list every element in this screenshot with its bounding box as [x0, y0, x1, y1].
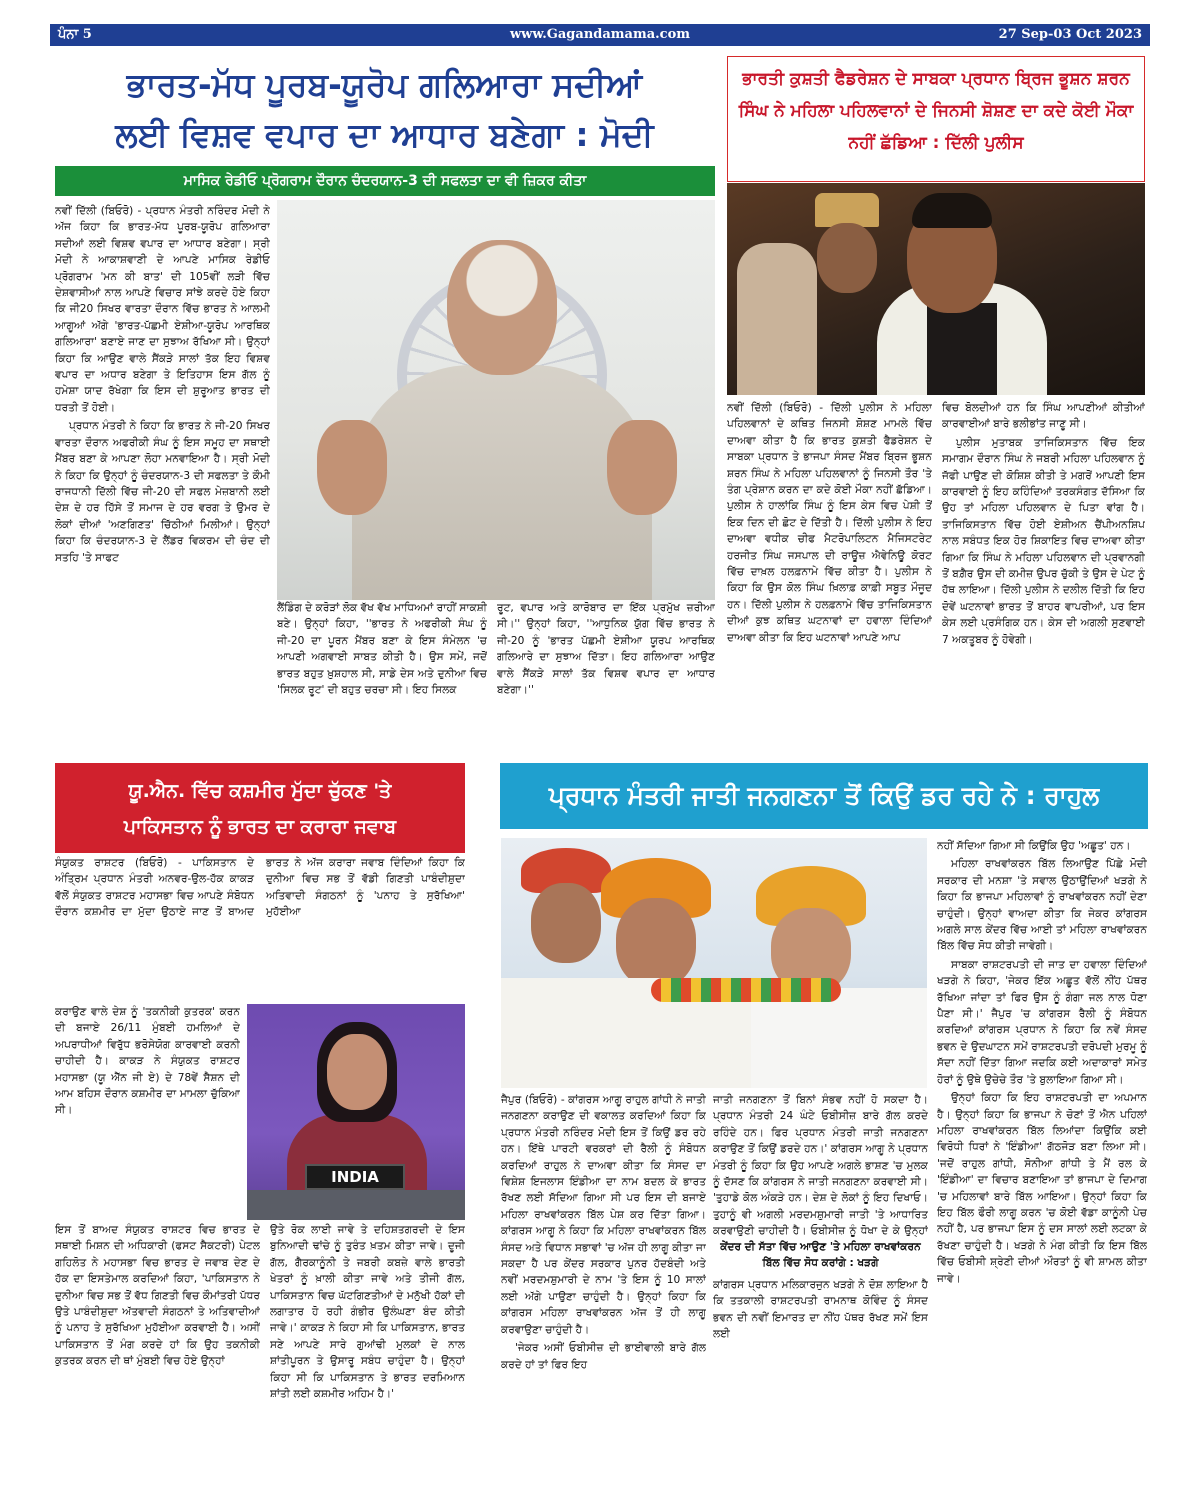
modi-headline — [52, 60, 717, 160]
black-coat — [927, 303, 997, 395]
figure-face — [327, 1034, 387, 1110]
issue-date: 27 Sep-03 Oct 2023 — [998, 27, 1142, 42]
brij-headline: ਭਾਰਤੀ ਕੁਸ਼ਤੀ ਫੈਡਰੇਸ਼ਨ ਦੇ ਸਾਬਕਾ ਪ੍ਰਧਾਨ ਬ੍ਰਿਜ ਭੂਸ਼ਨ ਸ਼ਰਨ ਸਿੰਘ ਨੇ ਮਹਿਲਾ ਪਹਿਲਵਾਨਾਂ ਦੇ ਜਿਨਸੀ ਸ਼ੋਸ਼ਣ ਦਾ ਕਦੇ ਕੋਈ ਮੌਕਾ ਨਹੀਂ ਛੱਡਿਆ : ਦਿੱਲੀ ਪੁਲੀਸ — [727, 56, 1145, 182]
india-nameplate: INDIA — [305, 1164, 405, 1190]
rahul-paragraph: ਜਾਤੀ ਜਨਗਣਨਾ ਤੋਂ ਬਿਨਾਂ ਸੰਭਵ ਨਹੀਂ ਹੋ ਸਕਦਾ ਹੈ। ਪ੍ਰਧਾਨ ਮੰਤਰੀ 24 ਘੰਟੇ ਓਬੀਸੀਜ਼ ਬਾਰੇ ਗੱਲ ਕਰਦੇ ਰਹਿੰਦੇ ਹਨ। ਫਿਰ ਪ੍ਰਧਾਨ ਮੰਤਰੀ ਜਾਤੀ ਜਨਗਣਨਾ ਕਰਾਉਣ ਤੋਂ ਕਿਉਂ ਡਰਦੇ ਹਨ।' ਕਾਂਗਰਸ ਆਗੂ ਨੇ ਪ੍ਰਧਾਨ ਮੰਤਰੀ ਨੂੰ ਕਿਹਾ ਕਿ ਉਹ ਆਪਣੇ ਅਗਲੇ ਭਾਸ਼ਣ 'ਚ ਮੁਲਕ ਨੂੰ ਦੱਸਣ ਕਿ ਕਾਂਗਰਸ ਨੇ ਜਾਤੀ ਜਨਗਣਨਾ ਕਰਵਾਈ ਸੀ। 'ਤੁਹਾਡੇ ਕੋਲ ਅੰਕੜੇ ਹਨ। ਦੇਸ਼ ਦੇ ਲੋਕਾਂ ਨੂੰ ਇਹ ਦਿਖਾਓ। ਤੁਹਾਨੂੰ ਵੀ ਅਗਲੀ ਮਰਦਮਸ਼ੁਮਾਰੀ ਜਾਤੀ 'ਤੇ ਆਧਾਰਿਤ ਕਰਵਾਉਣੀ ਚਾਹੀਦੀ ਹੈ। ਓਬੀਸੀਜ਼ ਨੂੰ ਧੋਖਾ ਦੇ ਕੇ ਉਨ੍ਹਾਂ — [713, 1094, 928, 1237]
modi-column-3 — [497, 600, 715, 758]
modi-subheadline: ਮਾਸਿਕ ਰੇਡੀਓ ਪ੍ਰੋਗਰਾਮ ਦੌਰਾਨ ਚੰਦਰਯਾਨ-3 ਦੀ ਸਫਲਤਾ ਦਾ ਵੀ ਜ਼ਿਕਰ ਕੀਤਾ — [55, 166, 715, 196]
brij-column-2 — [942, 400, 1145, 758]
modi-paragraph: ਰੂਟ, ਵਪਾਰ ਅਤੇ ਕਾਰੋਬਾਰ ਦਾ ਇੱਕ ਪ੍ਰਮੁੱਖ ਜ਼ਰੀਆ ਸੀ।'' ਉਨ੍ਹਾਂ ਕਿਹਾ, ''ਆਧੁਨਿਕ ਯੁੱਗ ਵਿੱਚ ਭਾਰਤ ਨੇ ਜੀ-20 ਨੂੰ 'ਭਾਰਤ ਪੱਛਮੀ ਏਸ਼ੀਆ ਯੂਰਪ ਆਰਥਿਕ ਗਲਿਆਰੇ ਦਾ ਸੁਝਾਅ ਦਿੱਤਾ। ਇਹ ਗਲਿਆਰਾ ਆਉਣ ਵਾਲੇ ਸੈਂਕੜੇ ਸਾਲਾਂ ਤੱਕ ਵਿਸ਼ਵ ਵਪਾਰ ਦਾ ਆਧਾਰ ਬਣੇਗਾ।'' — [497, 602, 715, 697]
kashmir-headline-line1: ਯੂ.ਐਨ. ਵਿੱਚ ਕਸ਼ਮੀਰ ਮੁੱਦਾ ਚੁੱਕਣ 'ਤੇ — [128, 780, 392, 802]
un-speaker-photo — [247, 1004, 465, 1220]
rahul-paragraph: ਮਹਿਲਾ ਰਾਖਵਾਂਕਰਨ ਬਿੱਲ ਲਿਆਉਣ ਪਿੱਛੇ ਮੋਦੀ ਸਰਕਾਰ ਦੀ ਮਨਸ਼ਾ 'ਤੇ ਸਵਾਲ ਉਠਾਉਂਦਿਆਂ ਖੜਗੇ ਨੇ ਕਿਹਾ ਕਿ ਭਾਜਪਾ ਮਹਿਲਾਵਾਂ ਨੂੰ ਰਾਖਵਾਂਕਰਨ ਨਹੀਂ ਦੇਣਾ ਚਾਹੁੰਦੀ। ਉਨ੍ਹਾਂ ਵਾਅਦਾ ਕੀਤਾ ਕਿ ਜੇਕਰ ਕਾਂਗਰਸ ਅਗਲੇ ਸਾਲ ਕੇਂਦਰ ਵਿੱਚ ਆਈ ਤਾਂ ਮਹਿਲਾ ਰਾਖਵਾਂਕਰਨ ਬਿੱਲ ਵਿੱਚ ਸੋਧ ਕੀਤੀ ਜਾਵੇਗੀ। — [937, 858, 1147, 953]
kashmir-column-1-top — [55, 855, 465, 1003]
brij-paragraph: ਵਿਚ ਬੋਲਦੀਆਂ ਹਨ ਕਿ ਸਿੰਘ ਆਪਣੀਆਂ ਕੀਤੀਆਂ ਕਾਰਵਾਈਆਂ ਬਾਰੇ ਭਲੀਭਾਂਤ ਜਾਣੂ ਸੀ। — [942, 402, 1145, 431]
modi-headline-line1: ਭਾਰਤ-ਮੱਧ ਪੂਰਬ-ਯੂਰੋਪ ਗਲਿਆਰਾ ਸਦੀਆਂ — [126, 65, 643, 104]
rahul-paragraph: ਸਾਬਕਾ ਰਾਸ਼ਟਰਪਤੀ ਦੀ ਜਾਤ ਦਾ ਹਵਾਲਾ ਦਿੰਦਿਆਂ ਖੜਗੇ ਨੇ ਕਿਹਾ, 'ਜੇਕਰ ਇੱਕ ਅਛੂਤ ਵੱਲੋਂ ਨੀਂਹ ਪੱਥਰ ਰੱਖਿਆ ਜਾਂਦਾ ਤਾਂ ਫਿਰ ਉਸ ਨੂੰ ਗੰਗਾ ਜਲ ਨਾਲ ਧੋਣਾ ਪੈਣਾ ਸੀ।' ਜੈਪੁਰ 'ਚ ਕਾਂਗਰਸ ਰੈਲੀ ਨੂੰ ਸੰਬੋਧਨ ਕਰਦਿਆਂ ਕਾਂਗਰਸ ਪ੍ਰਧਾਨ ਨੇ ਕਿਹਾ ਕਿ ਨਵੇਂ ਸੰਸਦ ਭਵਨ ਦੇ ਉਦਘਾਟਨ ਸਮੇਂ ਰਾਸ਼ਟਰਪਤੀ ਦਰੋਪਦੀ ਮੁਰਮੂ ਨੂੰ ਸੱਦਾ ਨਹੀਂ ਦਿੱਤਾ ਗਿਆ ਜਦਕਿ ਕਈ ਅਦਾਕਾਰਾਂ ਸਮੇਤ ਹੋਰਾਂ ਨੂੰ ਉਥੇ ਉਚੇਚੇ ਤੌਰ 'ਤੇ ਬੁਲਾਇਆ ਗਿਆ ਸੀ। — [937, 958, 1147, 1086]
rahul-rally-photo — [501, 838, 927, 1088]
rahul-paragraph: ਕਾਂਗਰਸ ਪ੍ਰਧਾਨ ਮਲਿਕਾਰਜੁਨ ਖੜਗੇ ਨੇ ਦੋਸ਼ ਲਾਇਆ ਹੈ ਕਿ ਤਤਕਾਲੀ ਰਾਸ਼ਟਰਪਤੀ ਰਾਮਨਾਥ ਕੋਵਿੰਦ ਨੂੰ ਸੰਸਦ ਭਵਨ ਦੀ ਨਵੀਂ ਇਮਾਰਤ ਦਾ ਨੀਂਹ ਪੱਥਰ ਰੱਖਣ ਸਮੇਂ ਇਸ ਲਈ — [713, 1279, 928, 1341]
page-header-bar — [50, 24, 1150, 46]
rahul-headline: ਪ੍ਰਧਾਨ ਮੰਤਰੀ ਜਾਤੀ ਜਨਗਣਨਾ ਤੋਂ ਕਿਉਂ ਡਰ ਰਹੇ ਨੇ : ਰਾਹੁਲ — [500, 763, 1148, 829]
garland — [651, 978, 841, 1002]
figure-head — [447, 240, 557, 375]
modi-paragraph: ਲੈਂਡਿੰਗ ਦੇ ਕਰੋੜਾਂ ਲੋਕ ਵੱਖ ਵੱਖ ਮਾਧਿਅਮਾਂ ਰਾਹੀਂ ਸਾਕਸ਼ੀ ਬਣੇ। ਉਨ੍ਹਾਂ ਕਿਹਾ, ''ਭਾਰਤ ਨੇ ਅਫਰੀਕੀ ਸੰਘ ਨੂੰ ਜੀ-20 ਦਾ ਪੂਰਨ ਮੈਂਬਰ ਬਣਾ ਕੇ ਇਸ ਸੰਮੇਲਨ 'ਚ ਆਪਣੀ ਅਗਵਾਈ ਸਾਬਤ ਕੀਤੀ ਹੈ। ਉਸ ਸਮੇਂ, ਜਦੋਂ ਭਾਰਤ ਬਹੁਤ ਖ਼ੁਸ਼ਹਾਲ ਸੀ, ਸਾਡੇ ਦੇਸ ਅਤੇ ਦੁਨੀਆ ਵਿਚ 'ਸਿਲਕ ਰੂਟ' ਦੀ ਬਹੁਤ ਚਰਚਾ ਸੀ। ਇਹ ਸਿਲਕ — [277, 602, 487, 697]
rahul-column-1 — [501, 1092, 706, 1487]
modi-headline-line2: ਲਈ ਵਿਸ਼ਵ ਵਪਾਰ ਦਾ ਆਧਾਰ ਬਣੇਗਾ : ਮੋਦੀ — [115, 115, 654, 154]
rahul-paragraph: 'ਜੇਕਰ ਅਸੀਂ ਓਬੀਸੀਜ਼ ਦੀ ਭਾਈਵਾਲੀ ਬਾਰੇ ਗੱਲ ਕਰਦੇ ਹਾਂ ਤਾਂ ਫਿਰ ਇਹ — [501, 1342, 706, 1371]
rahul-paragraph: ਉਨ੍ਹਾਂ ਕਿਹਾ ਕਿ ਇਹ ਰਾਸ਼ਟਰਪਤੀ ਦਾ ਅਪਮਾਨ ਹੈ। ਉਨ੍ਹਾਂ ਕਿਹਾ ਕਿ ਭਾਜਪਾ ਨੇ ਚੋਣਾਂ ਤੋਂ ਐਨ ਪਹਿਲਾਂ ਮਹਿਲਾ ਰਾਖਵਾਂਕਰਨ ਬਿੱਲ ਲਿਆਂਦਾ ਕਿਉਂਕਿ ਕਈ ਵਿਰੋਧੀ ਧਿਰਾਂ ਨੇ 'ਇੰਡੀਆ' ਗੱਠਜੋੜ ਬਣਾ ਲਿਆ ਸੀ। 'ਜਦੋਂ ਰਾਹੁਲ ਗਾਂਧੀ, ਸੋਨੀਆ ਗਾਂਧੀ ਤੇ ਮੈਂ ਰਲ ਕੇ 'ਇੰਡੀਆ' ਦਾ ਵਿਚਾਰ ਬਣਾਇਆ ਤਾਂ ਭਾਜਪਾ ਦੇ ਦਿਮਾਗ 'ਚ ਮਹਿਲਾਵਾਂ ਬਾਰੇ ਬਿੱਲ ਆਇਆ। ਉਨ੍ਹਾਂ ਕਿਹਾ ਕਿ ਇਹ ਬਿੱਲ ਫੌਰੀ ਲਾਗੂ ਕਰਨ 'ਚ ਕੋਈ ਵੱਡਾ ਕਾਨੂੰਨੀ ਪੇਚ ਨਹੀਂ ਹੈ, ਪਰ ਭਾਜਪਾ ਇਸ ਨੂੰ ਦਸ ਸਾਲਾਂ ਲਈ ਲਟਕਾ ਕੇ ਰੱਖਣਾ ਚਾਹੁੰਦੀ ਹੈ। ਖੜਗੇ ਨੇ ਮੰਗ ਕੀਤੀ ਕਿ ਇਸ ਬਿੱਲ ਵਿੱਚ ਓਬੀਸੀ ਸ਼੍ਰੇਣੀ ਦੀਆਂ ਔਰਤਾਂ ਨੂੰ ਵੀ ਸ਼ਾਮਲ ਕੀਤਾ ਜਾਵੇ। — [937, 1092, 1147, 1285]
un-desk — [247, 1190, 465, 1220]
figure-left — [737, 243, 817, 395]
rahul-column-2-top — [713, 1092, 928, 1237]
rahul-column-2-bottom — [713, 1277, 928, 1487]
kashmir-column-2-bottom — [270, 1222, 465, 1487]
modi-photo — [277, 200, 715, 600]
figure-face — [616, 898, 696, 988]
modi-paragraph: ਪ੍ਰਧਾਨ ਮੰਤਰੀ ਨੇ ਕਿਹਾ ਕਿ ਭਾਰਤ ਨੇ ਜੀ-20 ਸਿਖਰ ਵਾਰਤਾ ਦੌਰਾਨ ਅਫਰੀਕੀ ਸੰਘ ਨੂੰ ਇਸ ਸਮੂਹ ਦਾ ਸਥਾਈ ਮੈਂਬਰ ਬਣਾ ਕੇ ਆਪਣਾ ਲੋਹਾ ਮਨਵਾਇਆ ਹੈ। ਸ੍ਰੀ ਮੋਦੀ ਨੇ ਕਿਹਾ ਕਿ ਉਨ੍ਹਾਂ ਨੂੰ ਚੰਦਰਯਾਨ-3 ਦੀ ਸਫਲਤਾ ਤੇ ਕੌਮੀ ਰਾਜਧਾਨੀ ਦਿੱਲੀ ਵਿੱਚ ਜੀ-20 ਦੀ ਸਫਲ ਮੇਜ਼ਬਾਨੀ ਲਈ ਦੇਸ਼ ਦੇ ਹਰ ਹਿੱਸੇ ਤੋਂ ਸਮਾਜ ਦੇ ਹਰ ਵਰਗ ਤੇ ਉਮਰ ਦੇ ਲੋਕਾਂ ਦੀਆਂ 'ਅਣਗਿਣਤ' ਚਿੱਠੀਆਂ ਮਿਲੀਆਂ। ਉਨ੍ਹਾਂ ਕਿਹਾ ਕਿ ਚੰਦਰਯਾਨ-3 ਦੇ ਲੈਂਡਰ ਵਿਕਰਮ ਦੀ ਚੰਦ ਦੀ ਸਤਹਿ 'ਤੇ ਸਾਫਟ — [55, 420, 270, 564]
police-cap — [815, 193, 879, 227]
brij-paragraph: ਨਵੀਂ ਦਿੱਲੀ (ਬਿਓਰੋ) - ਦਿੱਲੀ ਪੁਲੀਸ ਨੇ ਮਹਿਲਾ ਪਹਿਲਵਾਨਾਂ ਦੇ ਕਥਿਤ ਜਿਨਸੀ ਸ਼ੋਸ਼ਣ ਮਾਮਲੇ ਵਿੱਚ ਦਾਅਵਾ ਕੀਤਾ ਹੈ ਕਿ ਭਾਰਤ ਕੁਸ਼ਤੀ ਫੈਡਰੇਸ਼ਨ ਦੇ ਸਾਬਕਾ ਪ੍ਰਧਾਨ ਤੇ ਭਾਜਪਾ ਸੰਸਦ ਮੈਂਬਰ ਬ੍ਰਿਜ ਭੂਸ਼ਨ ਸ਼ਰਨ ਸਿੰਘ ਨੇ ਮਹਿਲਾ ਪਹਿਲਵਾਨਾਂ ਨੂੰ ਜਿਨਸੀ ਤੌਰ 'ਤੇ ਤੰਗ ਪ੍ਰੇਸ਼ਾਨ ਕਰਨ ਦਾ ਕਦੇ ਕੋਈ ਮੌਕਾ ਨਹੀਂ ਛੱਡਿਆ। ਪੁਲੀਸ ਨੇ ਹਾਲਾਂਕਿ ਸਿੰਘ ਨੂੰ ਇਸ ਕੇਸ ਵਿਚ ਪੇਸ਼ੀ ਤੋਂ ਇਕ ਦਿਨ ਦੀ ਛੋਟ ਦੇ ਦਿੱਤੀ ਹੈ। ਦਿੱਲੀ ਪੁਲੀਸ ਨੇ ਇਹ ਦਾਅਵਾ ਵਧੀਕ ਚੀਫ ਮੈਟਰੋਪਾਲਿਟਨ ਮੈਜਿਸਟਰੇਟ ਹਰਜੀਤ ਸਿੰਘ ਜਸਪਾਲ ਦੀ ਰਾਊਜ਼ ਐਵੇਨਿਊ ਕੋਰਟ ਵਿੱਚ ਦਾਖ਼ਲ ਹਲਫ਼ਨਾਮੇ ਵਿੱਚ ਕੀਤਾ ਹੈ। ਪੁਲੀਸ ਨੇ ਕਿਹਾ ਕਿ ਉਸ ਕੋਲ ਸਿੰਘ ਖ਼ਿਲਾਫ਼ ਕਾਫ਼ੀ ਸਬੂਤ ਮੌਜੂਦ ਹਨ। ਦਿੱਲੀ ਪੁਲੀਸ ਨੇ ਹਲਫ਼ਨਾਮੇ ਵਿੱਚ ਤਾਜਿਕਿਸਤਾਨ ਦੀਆਂ ਕੁਝ ਕਥਿਤ ਘਟਨਾਵਾਂ ਦਾ ਹਵਾਲਾ ਦਿੰਦਿਆਂ ਦਾਅਵਾ ਕੀਤਾ ਕਿ ਇਹ ਘਟਨਾਵਾਂ ਆਪਣੇ ਆਪ — [727, 402, 932, 644]
kashmir-column-1-wrap — [55, 1004, 240, 1220]
figure-face — [531, 883, 601, 963]
kashmir-paragraph: ਇਸ ਤੋਂ ਬਾਅਦ ਸੰਯੁਕਤ ਰਾਸ਼ਟਰ ਵਿਚ ਭਾਰਤ ਦੇ ਸਥਾਈ ਮਿਸ਼ਨ ਦੀ ਅਧਿਕਾਰੀ (ਫਸਟ ਸੈਕਟਰੀ) ਪੇਟਲ ਗਹਿਲੋਤ ਨੇ ਮਹਾਸਭਾ ਵਿਚ ਭਾਰਤ ਦੇ ਜਵਾਬ ਦੇਣ ਦੇ ਹੱਕ ਦਾ ਇਸਤੇਮਾਲ ਕਰਦਿਆਂ ਕਿਹਾ, 'ਪਾਕਿਸਤਾਨ ਨੇ ਦੁਨੀਆ ਵਿਚ ਸਭ ਤੋਂ ਵੱਧ ਗਿਣਤੀ ਵਿਚ ਕੌਮਾਂਤਰੀ ਪੱਧਰ ਉਤੇ ਪਾਬੰਦੀਸ਼ੁਦਾ ਅੱਤਵਾਦੀ ਸੰਗਠਨਾਂ ਤੇ ਅਤਿਵਾਦੀਆਂ ਨੂੰ ਪਨਾਹ ਤੇ ਸੁਰੱਖਿਆ ਮੁਹੱਈਆ ਕਰਵਾਈ ਹੈ। ਅਸੀਂ ਪਾਕਿਸਤਾਨ ਤੋਂ ਮੰਗ ਕਰਦੇ ਹਾਂ ਕਿ ਉਹ ਤਕਨੀਕੀ ਕੁਤਰਕ ਕਰਨ ਦੀ ਥਾਂ ਮੁੰਬਈ ਵਿਚ ਹੋਏ ਉਨ੍ਹਾਂ — [55, 1224, 260, 1368]
kashmir-headline — [55, 763, 465, 853]
figure-hand-left — [317, 420, 387, 515]
figure-officer — [817, 223, 877, 293]
modi-column-1 — [55, 203, 270, 758]
kashmir-headline-line2: ਪਾਕਿਸਤਾਨ ਨੂੰ ਭਾਰਤ ਦਾ ਕਰਾਰਾ ਜਵਾਬ — [123, 816, 397, 838]
rahul-paragraph: ਜੈਪੁਰ (ਬਿਓਰੋ) - ਕਾਂਗਰਸ ਆਗੂ ਰਾਹੁਲ ਗਾਂਧੀ ਨੇ ਜਾਤੀ ਜਨਗਣਨਾ ਕਰਾਉਣ ਦੀ ਵਕਾਲਤ ਕਰਦਿਆਂ ਕਿਹਾ ਕਿ ਪ੍ਰਧਾਨ ਮੰਤਰੀ ਨਰਿੰਦਰ ਮੋਦੀ ਇਸ ਤੋਂ ਕਿਉਂ ਡਰ ਰਹੇ ਹਨ। ਇੱਥੇ ਪਾਰਟੀ ਵਰਕਰਾਂ ਦੀ ਰੈਲੀ ਨੂੰ ਸੰਬੋਧਨ ਕਰਦਿਆਂ ਰਾਹੁਲ ਨੇ ਦਾਅਵਾ ਕੀਤਾ ਕਿ ਸੰਸਦ ਦਾ ਵਿਸ਼ੇਸ਼ ਇਜਲਾਸ ਇੰਡੀਆ ਦਾ ਨਾਮ ਬਦਲ ਕੇ ਭਾਰਤ ਰੱਖਣ ਲਈ ਸੱਦਿਆ ਗਿਆ ਸੀ ਪਰ ਇਸ ਦੀ ਬਜਾਏ ਮਹਿਲਾ ਰਾਖਵਾਂਕਰਨ ਬਿੱਲ ਪੇਸ਼ ਕਰ ਦਿੱਤਾ ਗਿਆ। ਕਾਂਗਰਸ ਆਗੂ ਨੇ ਕਿਹਾ ਕਿ ਮਹਿਲਾ ਰਾਖਵਾਂਕਰਨ ਬਿੱਲ ਸੰਸਦ ਅਤੇ ਵਿਧਾਨ ਸਭਾਵਾਂ 'ਚ ਅੱਜ ਹੀ ਲਾਗੂ ਕੀਤਾ ਜਾ ਸਕਦਾ ਹੈ ਪਰ ਕੇਂਦਰ ਸਰਕਾਰ ਪੁਨਰ ਹੱਦਬੰਦੀ ਅਤੇ ਨਵੀਂ ਮਰਦਮਸ਼ੁਮਾਰੀ ਦੇ ਨਾਮ 'ਤੇ ਇਸ ਨੂੰ 10 ਸਾਲਾਂ ਲਈ ਅੱਗੇ ਪਾਉਣਾ ਚਾਹੁੰਦੀ ਹੈ। ਉਨ੍ਹਾਂ ਕਿਹਾ ਕਿ ਕਾਂਗਰਸ ਮਹਿਲਾ ਰਾਖਵਾਂਕਰਨ ਅੱਜ ਤੋਂ ਹੀ ਲਾਗੂ ਕਰਵਾਉਣਾ ਚਾਹੁੰਦੀ ਹੈ। — [501, 1094, 706, 1336]
kashmir-column-1-bottom — [55, 1222, 260, 1487]
brij-column-1 — [727, 400, 932, 758]
kashmir-paragraph: ਸੰਯੁਕਤ ਰਾਸ਼ਟਰ (ਬਿਓਰੋ) - ਪਾਕਿਸਤਾਨ ਦੇ ਅੰਤ੍ਰਿਮ ਪ੍ਰਧਾਨ ਮੰਤਰੀ ਅਨਵਰ-ਉਲ-ਹੱਕ ਕਾਕੜ ਵੱਲੋਂ ਸੰਯੁਕਤ ਰਾਸ਼ਟਰ ਮਹਾਸਭਾ ਵਿਚ ਆਪਣੇ ਸੰਬੋਧਨ ਦੌਰਾਨ ਕਸ਼ਮੀਰ ਦਾ ਮੁੱਦਾ ਉਠਾਏ ਜਾਣ ਤੋਂ ਬਾਅਦ ਭਾਰਤ ਨੇ ਅੱਜ ਕਰਾਰਾ ਜਵਾਬ ਦਿੰਦਿਆਂ ਕਿਹਾ ਕਿ ਦੁਨੀਆ ਵਿਚ ਸਭ ਤੋਂ ਵੱਡੀ ਗਿਣਤੀ ਪਾਬੰਦੀਸ਼ੁਦਾ ਅਤਿਵਾਦੀ ਸੰਗਠਨਾਂ ਨੂੰ 'ਪਨਾਹ ਤੇ ਸੁਰੱਖਿਆ' ਮੁਹੱਈਆ — [55, 857, 465, 919]
modi-column-2 — [277, 600, 487, 758]
website-url[interactable]: www.Gagandamama.com — [509, 27, 691, 42]
kharge-subheading: ਕੇਂਦਰ ਦੀ ਸੱਤਾ ਵਿੱਚ ਆਉਣ 'ਤੇ ਮਹਿਲਾ ਰਾਖਵਾਂਕਰਨ ਬਿੱਲ ਵਿੱਚ ਸੋਧ ਕਰਾਂਗੇ : ਖੜਗੇ — [720, 1241, 921, 1269]
brij-photo — [727, 183, 1145, 395]
rahul-paragraph: ਨਹੀਂ ਸੱਦਿਆ ਗਿਆ ਸੀ ਕਿਉਂਕਿ ਉਹ 'ਅਛੂਤ' ਹਨ। — [937, 840, 1131, 852]
page-number: ਪੰਨਾ 5 — [58, 27, 92, 42]
brij-paragraph: ਪੁਲੀਸ ਮੁਤਾਬਕ ਤਾਜਿਕਿਸਤਾਨ ਵਿੱਚ ਇਕ ਸਮਾਗਮ ਦੌਰਾਨ ਸਿੰਘ ਨੇ ਜਬਰੀ ਮਹਿਲਾ ਪਹਿਲਵਾਨ ਨੂੰ ਜੱਫੀ ਪਾਉਣ ਦੀ ਕੋਸ਼ਿਸ਼ ਕੀਤੀ ਤੇ ਮਗਰੋਂ ਆਪਣੀ ਇਸ ਕਾਰਵਾਈ ਨੂੰ ਇਹ ਕਹਿੰਦਿਆਂ ਤਰਕਸੰਗਤ ਦੱਸਿਆ ਕਿ ਉਹ ਤਾਂ ਮਹਿਲਾ ਪਹਿਲਵਾਨ ਦੇ ਪਿਤਾ ਵਾਂਗ ਹੈ। ਤਾਜਿਕਿਸਤਾਨ ਵਿੱਚ ਹੋਈ ਏਸ਼ੀਅਨ ਚੈਂਪੀਅਨਸ਼ਿਪ ਨਾਲ ਸਬੰਧਤ ਇਕ ਹੋਰ ਸ਼ਿਕਾਇਤ ਵਿਚ ਦਾਅਵਾ ਕੀਤਾ ਗਿਆ ਕਿ ਸਿੰਘ ਨੇ ਮਹਿਲਾ ਪਹਿਲਵਾਨ ਦੀ ਪ੍ਰਵਾਨਗੀ ਤੋਂ ਬਗ਼ੈਰ ਉਸ ਦੀ ਕਮੀਜ਼ ਉਪਰ ਚੁੱਕੀ ਤੇ ਉਸ ਦੇ ਪੇਟ ਨੂੰ ਹੱਥ ਲਾਇਆ। ਦਿੱਲੀ ਪੁਲੀਸ ਨੇ ਦਲੀਲ ਦਿੱਤੀ ਕਿ ਇਹ ਦੋਵੇਂ ਘਟਨਾਵਾਂ ਭਾਰਤ ਤੋਂ ਬਾਹਰ ਵਾਪਰੀਆਂ, ਪਰ ਇਸ ਕੇਸ ਲਈ ਪ੍ਰਸੰਗਿਕ ਹਨ। ਕੇਸ ਦੀ ਅਗਲੀ ਸੁਣਵਾਈ 7 ਅਕਤੂਬਰ ਨੂੰ ਹੋਵੇਗੀ। — [942, 436, 1145, 646]
modi-paragraph: ਨਵੀਂ ਦਿੱਲੀ (ਬਿਓਰੋ) - ਪ੍ਰਧਾਨ ਮੰਤਰੀ ਨਰਿੰਦਰ ਮੋਦੀ ਨੇ ਅੱਜ ਕਿਹਾ ਕਿ ਭਾਰਤ-ਮੱਧ ਪੂਰਬ-ਯੂਰੋਪ ਗਲਿਆਰਾ ਸਦੀਆਂ ਲਈ ਵਿਸ਼ਵ ਵਪਾਰ ਦਾ ਆਧਾਰ ਬਣੇਗਾ। ਸ੍ਰੀ ਮੋਦੀ ਨੇ ਆਕਾਸ਼ਵਾਣੀ ਦੇ ਆਪਣੇ ਮਾਸਿਕ ਰੇਡੀਓ ਪ੍ਰੋਗਰਾਮ 'ਮਨ ਕੀ ਬਾਤ' ਦੀ 105ਵੀਂ ਲੜੀ ਵਿੱਚ ਦੇਸ਼ਵਾਸੀਆਂ ਨਾਲ ਆਪਣੇ ਵਿਚਾਰ ਸਾਂਝੇ ਕਰਦੇ ਹੋਏ ਕਿਹਾ ਕਿ ਜੀ20 ਸਿਖਰ ਵਾਰਤਾ ਦੌਰਾਨ ਵਿੱਚ ਭਾਰਤ ਨੇ ਆਲਮੀ ਆਗੂਆਂ ਅੱਗੇ 'ਭਾਰਤ-ਪੱਛਮੀ ਏਸ਼ੀਆ-ਯੂਰੋਪ ਆਰਥਿਕ ਗਲਿਆਰਾ' ਬਣਾਏ ਜਾਣ ਦਾ ਸੁਝਾਅ ਰੱਖਿਆ ਸੀ। ਉਨ੍ਹਾਂ ਕਿਹਾ ਕਿ ਆਉਣ ਵਾਲੇ ਸੈਂਕੜੇ ਸਾਲਾਂ ਤੱਕ ਇਹ ਵਿਸ਼ਵ ਵਪਾਰ ਦਾ ਅਧਾਰ ਬਣੇਗਾ ਤੇ ਇਤਿਹਾਸ ਇਸ ਗੱਲ ਨੂੰ ਹਮੇਸ਼ਾ ਯਾਦ ਰੱਖੇਗਾ ਕਿ ਇਸ ਦੀ ਸ਼ੁਰੂਆਤ ਭਾਰਤ ਦੀ ਧਰਤੀ ਤੋਂ ਹੋਈ। — [55, 205, 270, 414]
rahul-column-3 — [937, 838, 1147, 1488]
kashmir-paragraph: ਉਤੇ ਰੋਕ ਲਾਈ ਜਾਵੇ ਤੇ ਦਹਿਸ਼ਤਗਰਦੀ ਦੇ ਇਸ ਬੁਨਿਆਦੀ ਢਾਂਚੇ ਨੂੰ ਤੁਰੰਤ ਖ਼ਤਮ ਕੀਤਾ ਜਾਵੇ। ਦੂਜੀ ਗੱਲ, ਗੈਰਕਾਨੂੰਨੀ ਤੇ ਜਬਰੀ ਕਬਜ਼ੇ ਵਾਲੇ ਭਾਰਤੀ ਖੇਤਰਾਂ ਨੂੰ ਖ਼ਾਲੀ ਕੀਤਾ ਜਾਵੇ ਅਤੇ ਤੀਜੀ ਗੱਲ, ਪਾਕਿਸਤਾਨ ਵਿਚ ਘੱਟਗਿਣਤੀਆਂ ਦੇ ਮਨੁੱਖੀ ਹੱਕਾਂ ਦੀ ਲਗਾਤਾਰ ਹੋ ਰਹੀ ਗੰਭੀਰ ਉਲੰਘਣਾ ਬੰਦ ਕੀਤੀ ਜਾਵੇ।' ਕਾਕੜ ਨੇ ਕਿਹਾ ਸੀ ਕਿ ਪਾਕਿਸਤਾਨ, ਭਾਰਤ ਸਣੇ ਆਪਣੇ ਸਾਰੇ ਗੁਆਂਢੀ ਮੁਲਕਾਂ ਦੇ ਨਾਲ ਸ਼ਾਂਤੀਪੂਰਨ ਤੇ ਉਸਾਰੂ ਸਬੰਧ ਚਾਹੁੰਦਾ ਹੈ। ਉਨ੍ਹਾਂ ਕਿਹਾ ਸੀ ਕਿ ਪਾਕਿਸਤਾਨ ਤੇ ਭਾਰਤ ਦਰਮਿਆਨ ਸ਼ਾਂਤੀ ਲਈ ਕਸ਼ਮੀਰ ਅਹਿਮ ਹੈ।' — [270, 1224, 465, 1401]
kashmir-paragraph: ਕਰਾਉਣ ਵਾਲੇ ਦੇਸ਼ ਨੂੰ 'ਤਕਨੀਕੀ ਕੁਤਰਕ' ਕਰਨ ਦੀ ਬਜਾਏ 26/11 ਮੁੰਬਈ ਹਮਲਿਆਂ ਦੇ ਅਪਰਾਧੀਆਂ ਵਿਰੁੱਧ ਭਰੋਸੇਯੋਗ ਕਾਰਵਾਈ ਕਰਨੀ ਚਾਹੀਦੀ ਹੈ। ਕਾਕੜ ਨੇ ਸੰਯੁਕਤ ਰਾਸ਼ਟਰ ਮਹਾਸਭਾ (ਯੂ ਐੱਨ ਜੀ ਏ) ਦੇ 78ਵੇਂ ਸੈਸ਼ਨ ਦੀ ਆਮ ਬਹਿਸ ਦੌਰਾਨ ਕਸ਼ਮੀਰ ਦਾ ਮਾਮਲਾ ਚੁੱਕਿਆ ਸੀ। — [55, 1006, 240, 1117]
figure-hand-right — [607, 420, 677, 515]
white-shirt — [751, 988, 927, 1088]
figure-hair — [912, 193, 992, 228]
